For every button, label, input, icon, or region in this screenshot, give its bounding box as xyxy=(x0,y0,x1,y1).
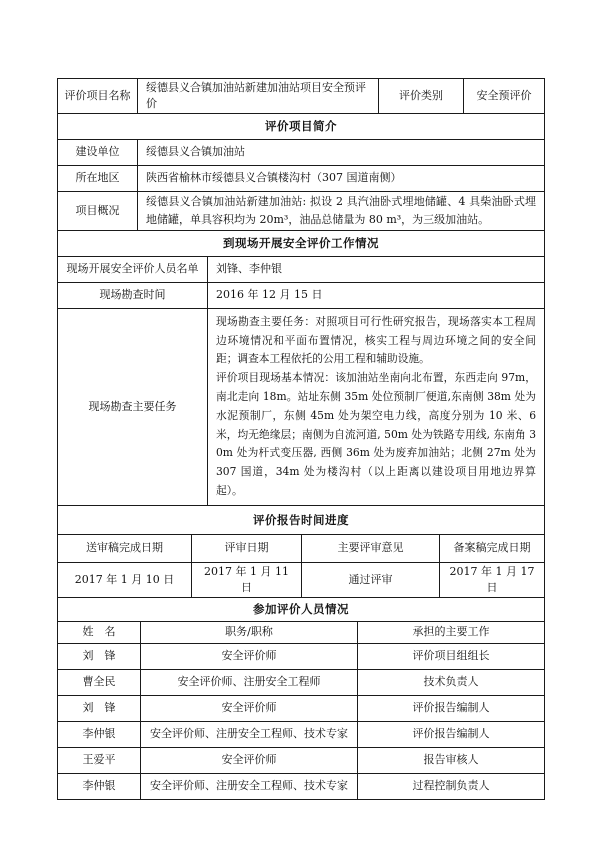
table-row xyxy=(58,773,545,799)
section-intro-table xyxy=(57,139,545,231)
site-personnel-value: 刘锋、李仲银 xyxy=(208,256,545,282)
table-row xyxy=(58,282,545,308)
staff-name: 曹全民 xyxy=(58,669,141,695)
table-row xyxy=(58,139,545,165)
staff-role: 技术负责人 xyxy=(358,669,545,695)
staff-title-header: 职务/职称 xyxy=(141,621,358,643)
builder-label: 建设单位 xyxy=(58,139,138,165)
survey-tasks-paragraph-2: 评价项目现场基本情况：该加油站坐南向北布置，东西走向 97m，南北走向 18m。站址东侧 35m 处位预制厂便道,东南侧 38m 处为水泥预制厂，东侧 45m 处为架空电力线，高度分别为 10 米、6 米，均无绝缘层；南侧为自流河道, 50m 处为铁路专用线, 东南角 30m 处为杆式变压器, 西侧 36m 处为废弃加油站；北侧 27m 处为 307 国道，34m 处为楼沟村（以上距离以建设项目用地边界算起）。 xyxy=(216,371,536,498)
section-title-site-work: 到现场开展安全评价工作情况 xyxy=(58,230,545,256)
builder-value: 绥德县义合镇加油站 xyxy=(138,139,545,165)
final-date-value: 2017 年 1 月 17 日 xyxy=(440,562,545,597)
staff-name: 李仲银 xyxy=(58,721,141,747)
staff-name: 李仲银 xyxy=(58,773,141,799)
staff-name: 刘 锋 xyxy=(58,695,141,721)
staff-title: 安全评价师 xyxy=(141,643,358,669)
staff-role: 过程控制负责人 xyxy=(358,773,545,799)
table-row xyxy=(58,747,545,773)
table-row xyxy=(58,505,545,534)
survey-date-value: 2016 年 12 月 15 日 xyxy=(208,282,545,308)
overview-label: 项目概况 xyxy=(58,191,138,230)
staff-name: 王爱平 xyxy=(58,747,141,773)
draft-date-value: 2017 年 1 月 10 日 xyxy=(58,562,192,597)
section-schedule-table xyxy=(57,534,545,598)
review-opinion-value: 通过评审 xyxy=(302,562,440,597)
site-personnel-label: 现场开展安全评价人员名单 xyxy=(58,256,208,282)
section-staff-table xyxy=(57,621,545,800)
table-row xyxy=(58,113,545,139)
location-value: 陕西省榆林市绥德县义合镇楼沟村（307 国道南侧） xyxy=(138,165,545,191)
draft-date-header: 送审稿完成日期 xyxy=(58,534,192,562)
section-site-title-table xyxy=(57,230,545,257)
staff-role: 评价报告编制人 xyxy=(358,721,545,747)
staff-role: 报告审核人 xyxy=(358,747,545,773)
table-row xyxy=(58,256,545,282)
table-row xyxy=(58,308,545,505)
survey-tasks-paragraph-1: 现场勘查主要任务：对照项目可行性研究报告，现场落实本工程周边环境情况和平面布置情况，核实工程与周边环境之间的安全间距；调查本工程依托的公用工程和辅助设施。 xyxy=(216,314,536,366)
table-row xyxy=(58,230,545,256)
table-row xyxy=(58,695,545,721)
staff-name-header: 姓 名 xyxy=(58,621,141,643)
staff-role: 评价项目组组长 xyxy=(358,643,545,669)
eval-type-value: 安全预评价 xyxy=(464,79,545,114)
table-row xyxy=(58,534,545,562)
review-date-value: 2017 年 1 月 11 日 xyxy=(192,562,302,597)
staff-name: 刘 锋 xyxy=(58,643,141,669)
table-row xyxy=(58,621,545,643)
table-row xyxy=(58,721,545,747)
survey-tasks-label: 现场勘查主要任务 xyxy=(58,308,208,505)
table-row xyxy=(58,79,545,114)
table-row xyxy=(58,597,545,621)
section-title-intro: 评价项目简介 xyxy=(58,113,545,139)
overview-value: 绥德县义合镇加油站新建加油站: 拟设 2 具汽油卧式埋地储罐、4 具柴油卧式埋地储罐，单具容积均为 20m³，油品总储量为 80 m³，为三级加油站。 xyxy=(138,191,545,230)
section-title-schedule: 评价报告时间进度 xyxy=(58,505,545,534)
survey-tasks-value xyxy=(208,308,545,505)
final-date-header: 备案稿完成日期 xyxy=(440,534,545,562)
project-name-value: 绥德县义合镇加油站新建加油站项目安全预评价 xyxy=(138,79,379,114)
eval-type-label: 评价类别 xyxy=(379,79,464,114)
survey-date-label: 现场勘查时间 xyxy=(58,282,208,308)
staff-role-header: 承担的主要工作 xyxy=(358,621,545,643)
table-row xyxy=(58,165,545,191)
table-row xyxy=(58,562,545,597)
staff-role: 评价报告编制人 xyxy=(358,695,545,721)
project-name-label: 评价项目名称 xyxy=(58,79,138,114)
project-header-table xyxy=(57,78,545,114)
review-opinion-header: 主要评审意见 xyxy=(302,534,440,562)
evaluation-form xyxy=(57,78,545,800)
section-title-staff: 参加评价人员情况 xyxy=(58,597,545,621)
table-row xyxy=(58,643,545,669)
staff-title: 安全评价师 xyxy=(141,747,358,773)
location-label: 所在地区 xyxy=(58,165,138,191)
section-intro-title-table xyxy=(57,113,545,140)
section-site-table xyxy=(57,256,545,506)
staff-title: 安全评价师、注册安全工程师、技术专家 xyxy=(141,721,358,747)
staff-title: 安全评价师 xyxy=(141,695,358,721)
section-staff-title-table xyxy=(57,597,545,622)
section-schedule-title-table xyxy=(57,505,545,535)
table-row xyxy=(58,669,545,695)
review-date-header: 评审日期 xyxy=(192,534,302,562)
staff-title: 安全评价师、注册安全工程师、技术专家 xyxy=(141,773,358,799)
staff-title: 安全评价师、注册安全工程师 xyxy=(141,669,358,695)
table-row xyxy=(58,191,545,230)
